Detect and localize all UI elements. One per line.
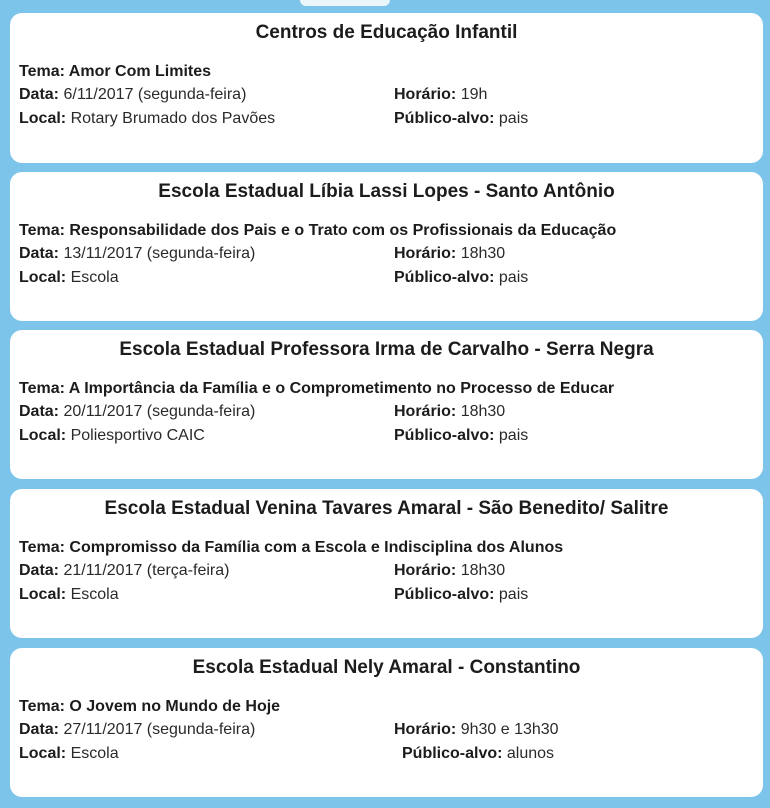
- event-card-5: [10, 648, 763, 797]
- date-label: Data:: [19, 86, 60, 103]
- date-label: Data:: [19, 721, 60, 738]
- time-label: Horário:: [394, 86, 457, 103]
- date-label: Data:: [19, 562, 60, 579]
- time-value: 9h30 e 13h30: [460, 721, 559, 738]
- time-label: Horário:: [394, 403, 457, 420]
- audience-value: pais: [498, 269, 529, 286]
- theme-value: A Importância da Família e o Comprometimento no Processo de Educar: [68, 380, 615, 397]
- place-field: [19, 583, 119, 607]
- top-notch-decoration: [300, 0, 390, 6]
- place-value: Escola: [70, 586, 119, 603]
- place-audience-row: [19, 107, 754, 131]
- top-border: [0, 0, 770, 10]
- audience-field: [394, 583, 528, 607]
- place-value: Rotary Brumado dos Pavões: [70, 110, 276, 127]
- time-value: 18h30: [460, 403, 506, 420]
- date-value: 6/11/2017 (segunda-feira): [63, 86, 247, 103]
- place-audience-row: [19, 583, 754, 607]
- audience-label: Público-alvo:: [394, 269, 495, 286]
- place-label: Local:: [19, 110, 67, 127]
- audience-field: [394, 424, 528, 448]
- theme-label: Tema:: [19, 539, 65, 556]
- place-label: Local:: [19, 586, 67, 603]
- place-field: [19, 742, 119, 766]
- date-field: [19, 83, 246, 107]
- date-field: [19, 242, 255, 266]
- theme-label: Tema:: [19, 698, 65, 715]
- place-audience-row: [19, 424, 754, 448]
- date-value: 20/11/2017 (segunda-feira): [63, 403, 256, 420]
- date-field: [19, 718, 255, 742]
- time-label: Horário:: [394, 721, 457, 738]
- theme-value: Amor Com Limites: [68, 63, 212, 80]
- time-field: [394, 559, 505, 583]
- time-value: 18h30: [460, 245, 506, 262]
- place-field: [19, 107, 275, 131]
- theme-label: Tema:: [19, 380, 65, 397]
- time-field: [394, 83, 487, 107]
- event-theme: [19, 378, 754, 400]
- place-label: Local:: [19, 269, 67, 286]
- audience-field: [402, 742, 554, 766]
- theme-label: Tema:: [19, 63, 65, 80]
- event-title: Centros de Educação Infantil: [255, 22, 518, 43]
- time-label: Horário:: [394, 562, 457, 579]
- event-card-2: [10, 172, 763, 321]
- audience-value: pais: [498, 427, 529, 444]
- place-field: [19, 424, 205, 448]
- theme-label: Tema:: [19, 222, 65, 239]
- place-value: Poliesportivo CAIC: [70, 427, 205, 444]
- place-value: Escola: [70, 745, 119, 762]
- place-label: Local:: [19, 427, 67, 444]
- date-value: 27/11/2017 (segunda-feira): [63, 721, 256, 738]
- place-audience-row: [19, 742, 754, 766]
- place-label: Local:: [19, 745, 67, 762]
- place-field: [19, 266, 119, 290]
- audience-label: Público-alvo:: [402, 745, 503, 762]
- event-theme: [19, 537, 754, 559]
- date-time-row: [19, 400, 754, 424]
- event-theme: [19, 61, 754, 83]
- theme-value: Compromisso da Família com a Escola e Indisciplina dos Alunos: [69, 539, 564, 556]
- time-value: 19h: [460, 86, 488, 103]
- audience-value: alunos: [506, 745, 555, 762]
- event-title: Escola Estadual Nely Amaral - Constantino: [192, 657, 581, 678]
- date-label: Data:: [19, 403, 60, 420]
- date-time-row: [19, 718, 754, 742]
- date-time-row: [19, 559, 754, 583]
- time-field: [394, 718, 559, 742]
- event-theme: [19, 220, 754, 242]
- theme-value: O Jovem no Mundo de Hoje: [69, 698, 281, 715]
- place-audience-row: [19, 266, 754, 290]
- date-time-row: [19, 242, 754, 266]
- audience-value: pais: [498, 110, 529, 127]
- time-value: 18h30: [460, 562, 506, 579]
- time-label: Horário:: [394, 245, 457, 262]
- event-title: Escola Estadual Professora Irma de Carvalho - Serra Negra: [119, 339, 654, 360]
- event-card-3: [10, 330, 763, 479]
- event-theme: [19, 696, 754, 718]
- time-field: [394, 242, 505, 266]
- date-label: Data:: [19, 245, 60, 262]
- audience-field: [394, 266, 528, 290]
- date-field: [19, 400, 255, 424]
- audience-field: [394, 107, 528, 131]
- audience-label: Público-alvo:: [394, 110, 495, 127]
- event-title: Escola Estadual Líbia Lassi Lopes - Santo Antônio: [158, 181, 615, 202]
- event-title: Escola Estadual Venina Tavares Amaral - São Benedito/ Salitre: [104, 498, 669, 519]
- place-value: Escola: [70, 269, 119, 286]
- time-field: [394, 400, 505, 424]
- date-value: 13/11/2017 (segunda-feira): [63, 245, 256, 262]
- event-card-4: [10, 489, 763, 638]
- audience-value: pais: [498, 586, 529, 603]
- date-value: 21/11/2017 (terça-feira): [63, 562, 230, 579]
- date-field: [19, 559, 229, 583]
- audience-label: Público-alvo:: [394, 427, 495, 444]
- audience-label: Público-alvo:: [394, 586, 495, 603]
- theme-value: Responsabilidade dos Pais e o Trato com os Profissionais da Educação: [69, 222, 617, 239]
- date-time-row: [19, 83, 754, 107]
- event-card-1: [10, 13, 763, 163]
